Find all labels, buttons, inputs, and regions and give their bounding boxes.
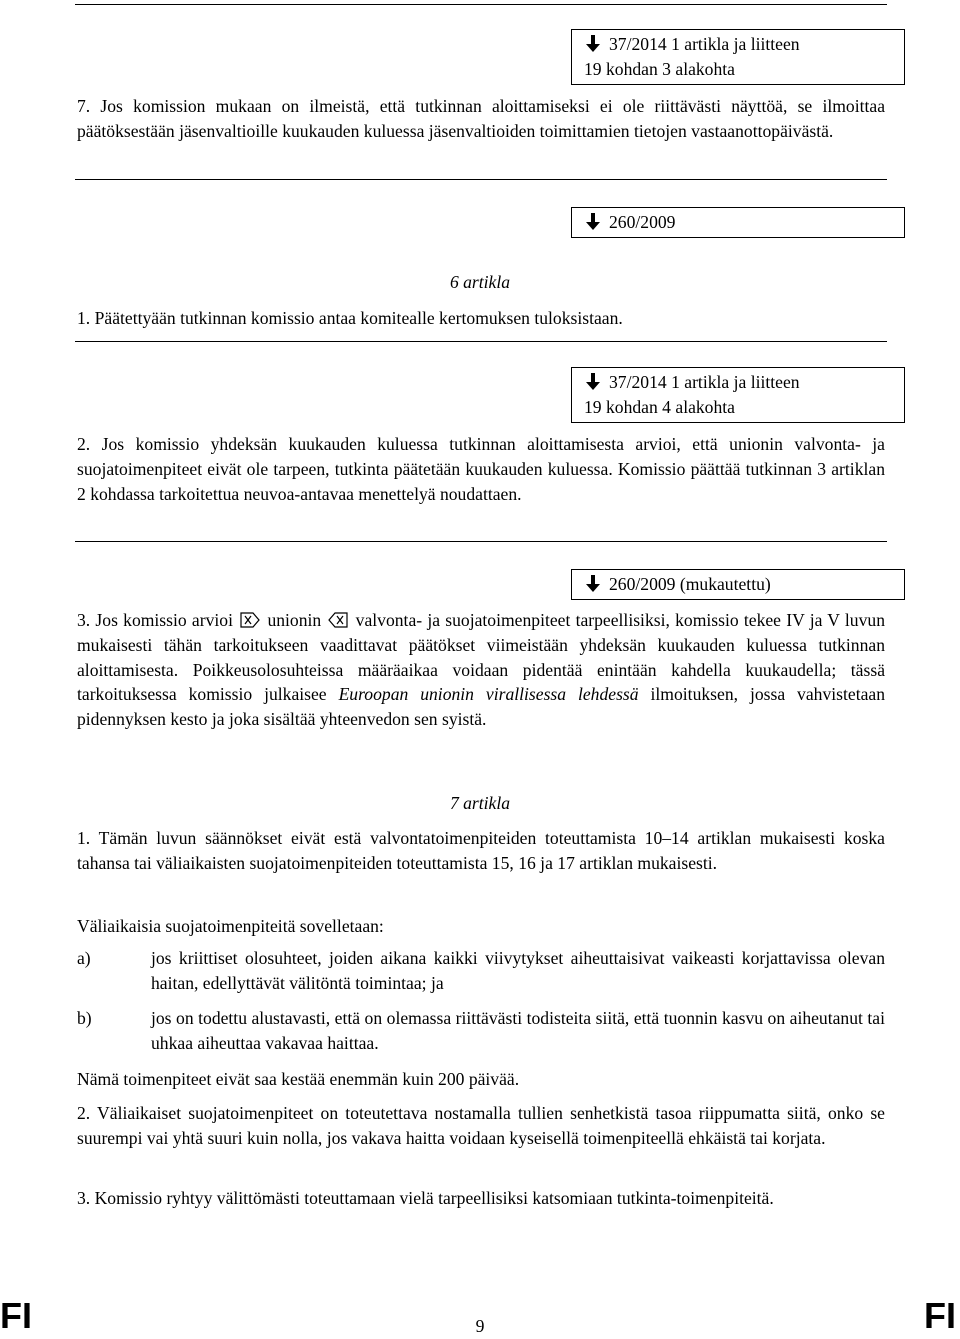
list-item: jos on todettu alustavasti, että on olemassa riittävästi todisteita siitä, että tuonnin kasvu on aiheutanut tai uhkaa aiheuttaa vakavaa haittaa.: [151, 1008, 885, 1053]
down-arrow-icon: [584, 575, 602, 592]
section-divider: [75, 341, 887, 342]
reference-box-37-2014-a: [571, 29, 905, 85]
footer-language-left: FI: [0, 1295, 32, 1336]
down-arrow-icon: [584, 213, 602, 230]
down-arrow-icon: [584, 373, 602, 390]
reference-text: 37/2014 1 artikla ja liitteen: [609, 34, 800, 54]
paragraph-text: ilmoituksen, jossa vahvistetaan pidennyksen kesto ja joka sisältää yhteenvedon sen syistä.: [77, 684, 885, 730]
article-7-limit: Nämä toimenpiteet eivät saa kestää enemmän kuin 200 päivää.: [77, 1069, 520, 1089]
reference-box-37-2014-b: [571, 367, 905, 423]
journal-title: Euroopan unionin virallisessa lehdessä: [338, 684, 639, 705]
reference-text: 19 kohdan 4 alakohta: [584, 397, 735, 417]
reference-text: 19 kohdan 3 alakohta: [584, 59, 735, 79]
article-7-paragraph-3: 3. Komissio ryhtyy välittömästi toteuttamaan vielä tarpeellisiksi katsomiaan tutkinta-toimenpiteitä.: [77, 1188, 774, 1208]
article-7-paragraph-2: 2. Väliaikaiset suojatoimenpiteet on toteutettava nostamalla tullien senhetkistä tasoa riippumatta siitä, onko se suurempi vai yhtä suuri kuin nolla, jos vakava haitta voidaan kyseisellä toimenpiteellä ehkäistä tai korjata.: [77, 1103, 885, 1148]
article-6-paragraph-3: [77, 608, 885, 732]
footer-language-right: FI: [924, 1295, 956, 1336]
paragraph-7: 7. Jos komission mukaan on ilmeistä, että tutkinnan aloittamiseksi ei ole riittävästi näyttöä, se ilmoittaa päätöksestään jäsenvaltioille kuukauden kuluessa jäsenvaltioiden toimittamien tietojen vastaanottopäivästä.: [77, 96, 885, 141]
insert-end-icon: [328, 612, 348, 628]
section-divider: [75, 541, 887, 542]
article-7-intro: Väliaikaisia suojatoimenpiteitä sovelletaan:: [77, 916, 384, 936]
down-arrow-icon: [584, 35, 602, 52]
page-number: 9: [475, 1316, 485, 1336]
article-7-heading: 7 artikla: [449, 793, 511, 813]
inserted-text: unionin: [267, 610, 322, 630]
list-item-letter: a): [77, 948, 91, 968]
insert-start-icon: [240, 612, 260, 628]
paragraph-text: 3. Jos komissio arvioi: [77, 610, 233, 630]
list-item-letter: b): [77, 1008, 92, 1028]
reference-text: 37/2014 1 artikla ja liitteen: [609, 372, 800, 392]
reference-box-260-2009: [571, 207, 905, 238]
top-rule: [75, 4, 887, 5]
reference-text: 260/2009 (mukautettu): [609, 574, 771, 594]
article-7-paragraph-1: 1. Tämän luvun säännökset eivät estä valvontatoimenpiteiden toteuttamista 10–14 artiklan mukaisesti koska tahansa tai väliaikaisten suojatoimenpiteiden toteuttamista 15, 16 ja 17 artiklan mukaisesti.: [77, 828, 885, 873]
article-6-heading: 6 artikla: [449, 272, 511, 292]
paragraph-text: valvonta- ja suojatoimenpiteet tarpeellisiksi, komissio tekee IV ja V luvun mukaisesti tähän tarkoitukseen vaadittavat päätökset viimeistään yhdeksän kuukauden kuluessa tutkinnan aloittamisesta. Poikkeusolosuhteissa määräaikaa voidaan pidentää enintään kahdella kuukaudella; tässä tarkoituksessa komissio julkaisee: [77, 610, 885, 705]
reference-box-260-2009-adapted: [571, 569, 905, 600]
reference-text: 260/2009: [609, 212, 676, 232]
article-6-paragraph-2: 2. Jos komissio yhdeksän kuukauden kuluessa tutkinnan aloittamisesta arvioi, että unionin valvonta- ja suojatoimenpiteet eivät ole tarpeen, tutkinta päätetään kuukauden kuluessa. Komissio päättää tutkinnan 3 artiklan 2 kohdassa tarkoitettua neuvoa-antavaa menettelyä noudattaen.: [77, 434, 885, 504]
list-item: jos kriittiset olosuhteet, joiden aikana kaikki viivytykset aiheuttaisivat vaikeasti korjattavissa olevan haitan, edellyttävät välitöntä toimintaa; ja: [151, 948, 885, 993]
section-divider: [75, 179, 887, 180]
article-6-paragraph-1: 1. Päätettyään tutkinnan komissio antaa komitealle kertomuksen tuloksistaan.: [77, 308, 623, 328]
